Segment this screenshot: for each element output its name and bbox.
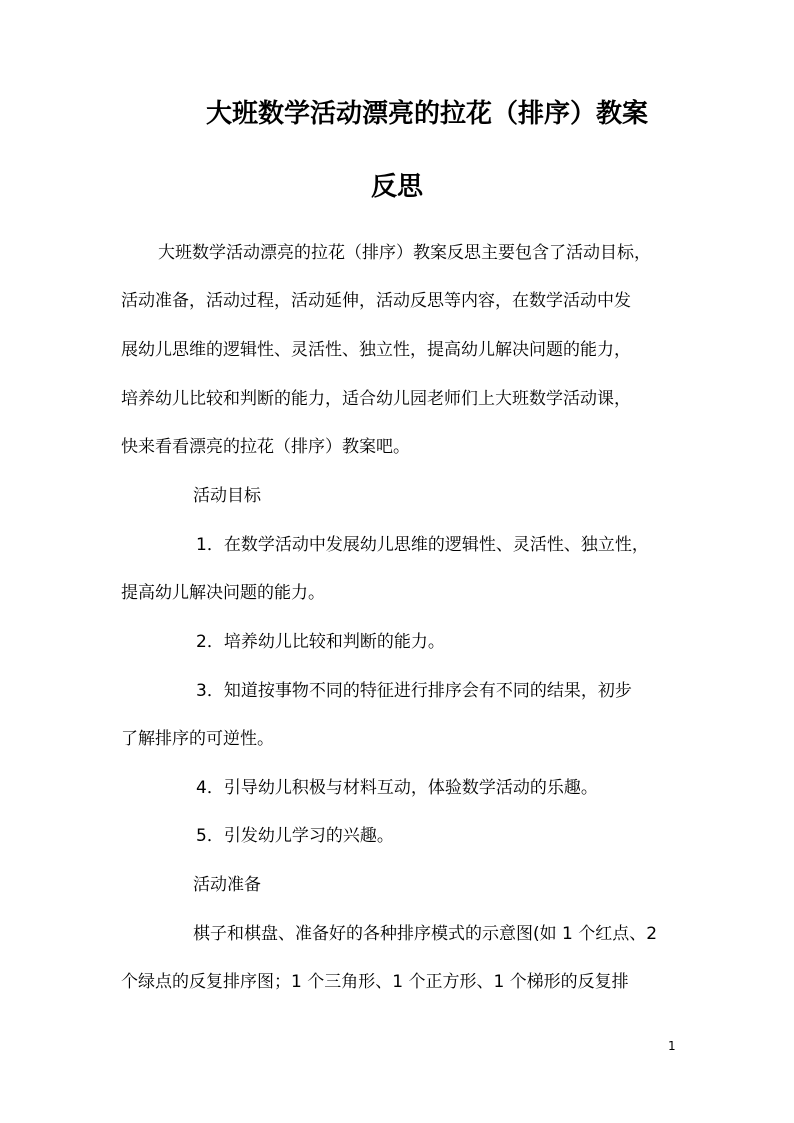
goals-heading: 活动目标 — [193, 486, 261, 506]
goal-2: 2．培养幼儿比较和判断的能力。 — [196, 632, 445, 652]
goal-3-line-2: 了解排序的可逆性。 — [121, 729, 274, 749]
document-title-line-2: 反思 — [370, 172, 423, 202]
goal-5: 5．引发幼儿学习的兴趣。 — [196, 826, 394, 846]
intro-line-5: 快来看看漂亮的拉花（排序）教案吧。 — [121, 437, 410, 457]
intro-line-3: 展幼儿思维的逻辑性、灵活性、独立性，提高幼儿解决问题的能力， — [121, 340, 631, 360]
preparation-heading: 活动准备 — [193, 875, 261, 895]
goal-1-line-2: 提高幼儿解决问题的能力。 — [121, 583, 325, 603]
preparation-line-2: 个绿点的反复排序图；1 个三角形、1 个正方形、1 个梯形的反复排 — [121, 972, 629, 992]
goal-4: 4．引导幼儿积极与材料互动，体验数学活动的乐趣。 — [196, 778, 598, 798]
intro-line-1: 大班数学活动漂亮的拉花（排序）教案反思主要包含了活动目标， — [158, 243, 651, 263]
page-number: 1 — [668, 1039, 676, 1053]
goal-1-line-1: 1．在数学活动中发展幼儿思维的逻辑性、灵活性、独立性， — [196, 535, 649, 555]
intro-line-2: 活动准备，活动过程，活动延伸，活动反思等内容，在数学活动中发 — [121, 291, 631, 311]
document-title-line-1: 大班数学活动漂亮的拉花（排序）教案 — [205, 99, 648, 129]
intro-line-4: 培养幼儿比较和判断的能力，适合幼儿园老师们上大班数学活动课， — [121, 389, 631, 409]
preparation-line-1: 棋子和棋盘、准备好的各种排序模式的示意图(如 1 个红点、2 — [193, 924, 658, 944]
goal-3-line-1: 3．知道按事物不同的特征进行排序会有不同的结果，初步 — [196, 681, 632, 701]
